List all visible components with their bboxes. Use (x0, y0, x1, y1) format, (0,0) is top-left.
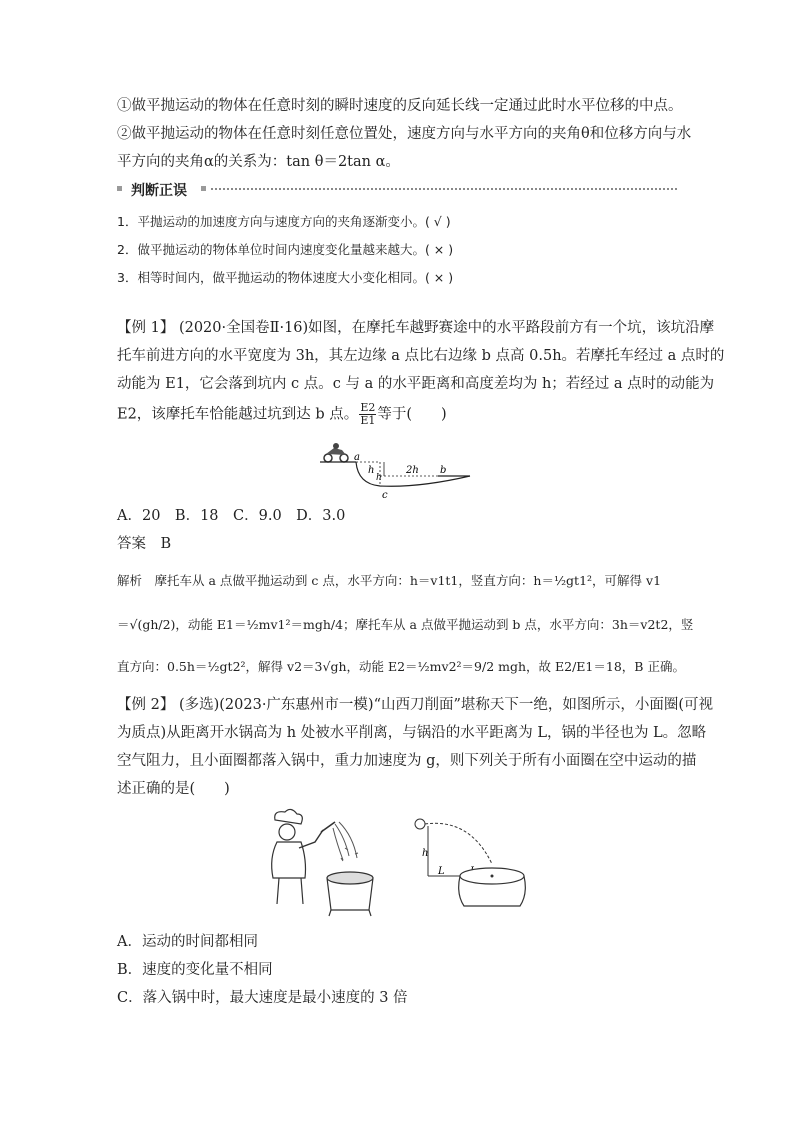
square-bullet-icon (117, 186, 122, 191)
example1-answer: 答案 B (117, 536, 172, 552)
label-h: h (422, 848, 429, 859)
intro-line-2: ②做平抛运动的物体在任意时刻任意位置处，速度方向与水平方向的夹角θ和位移方向与水 (117, 126, 692, 142)
fraction-denominator: E1 (360, 414, 376, 427)
example2-line-4: 述正确的是( ) (117, 781, 230, 797)
example2-line-3: 空气阻力，且小面圈都落入锅中，重力加速度为 g，则下列关于所有小面圈在空中运动的描 (117, 753, 697, 769)
judgement-item-3: 3．相等时间内，做平抛运动的物体速度大小变化相同。( × ) (117, 270, 454, 285)
label-a: a (354, 452, 360, 463)
motorcycle-icon (324, 443, 348, 462)
label-2h: 2h (406, 465, 419, 476)
example1-line-4a: E2，该摩托车恰能越过坑到达 b 点。 (117, 406, 359, 423)
intro-line-1: ①做平抛运动的物体在任意时刻的瞬时速度的反向延长线一定通过此时水平位移的中点。 (117, 98, 683, 114)
example1-analysis-1: 解析 摩托车从 a 点做平抛运动到 c 点，水平方向：h＝v1t1，竖直方向：h＝½gt1²，可解得 v1 (117, 573, 662, 588)
chef-cutting-noodles-illustration (265, 808, 385, 918)
label-L-1: L (438, 866, 445, 877)
label-b: b (440, 465, 447, 476)
example1-line-4b: 等于( ) (377, 406, 447, 423)
label-c: c (382, 490, 388, 501)
judgement-item-1: 1．平抛运动的加速度方向与速度方向的夹角逐渐变小。( √ ) (117, 214, 451, 229)
example1-analysis-3: 直方向：0.5h＝½gt2²，解得 v2＝3√gh，动能 E2＝½mv2²＝9/2 mgh，故 E2/E1＝18，B 正确。 (117, 659, 685, 674)
fraction-numerator: E2 (360, 401, 376, 414)
square-bullet-icon (201, 186, 206, 191)
example2-option-a: A．运动的时间都相同 (117, 934, 258, 950)
example1-options: A．20 B．18 C．9.0 D．3.0 (117, 508, 346, 524)
section-title: 判断正误 (131, 183, 187, 199)
dotted-rule (211, 188, 677, 190)
section-header (117, 180, 677, 200)
example1-line-2: 托车前进方向的水平宽度为 3h，其左边缘 a 点比右边缘 b 点高 0.5h。若摩托车经过 a 点时的 (117, 348, 725, 364)
motorcycle-pit-figure (318, 440, 478, 502)
example1-line-3: 动能为 E1，它会落到坑内 c 点。c 与 a 的水平距离和高度差均为 h；若经过 a 点时的动能为 (117, 376, 715, 392)
example2-option-b: B．速度的变化量不相同 (117, 962, 273, 978)
label-h-1: h (368, 465, 375, 476)
example2-line-2: 为质点)从距离开水锅高为 h 处被水平削离，与锅沿的水平距离为 L，锅的半径也为 L。忽略 (117, 725, 707, 741)
label-h-2: h (376, 473, 382, 483)
noodle-pot-schematic (410, 814, 530, 914)
energy-ratio-fraction (359, 402, 376, 427)
intro-line-3: 平方向的夹角α的关系为：tan θ＝2tan α。 (117, 154, 400, 170)
example1-analysis-2: ＝√(gh/2)，动能 E1＝½mv1²＝mgh/4；摩托车从 a 点做平抛运动到 b 点，水平方向：3h＝v2t2，竖 (117, 617, 694, 632)
example1-line-4 (117, 402, 447, 427)
example2-line-1: 【例 2】 (多选)(2023·广东惠州市一模)“山西刀削面”堪称天下一绝，如图所示，小面圈(可视 (117, 697, 714, 713)
example2-option-c: C．落入锅中时，最大速度是最小速度的 3 倍 (117, 990, 408, 1006)
example1-line-1: 【例 1】 (2020·全国卷Ⅱ·16)如图，在摩托车越野赛途中的水平路段前方有一个坑，该坑沿摩 (117, 320, 715, 336)
judgement-item-2: 2．做平抛运动的物体单位时间内速度变化量越来越大。( × ) (117, 242, 454, 257)
